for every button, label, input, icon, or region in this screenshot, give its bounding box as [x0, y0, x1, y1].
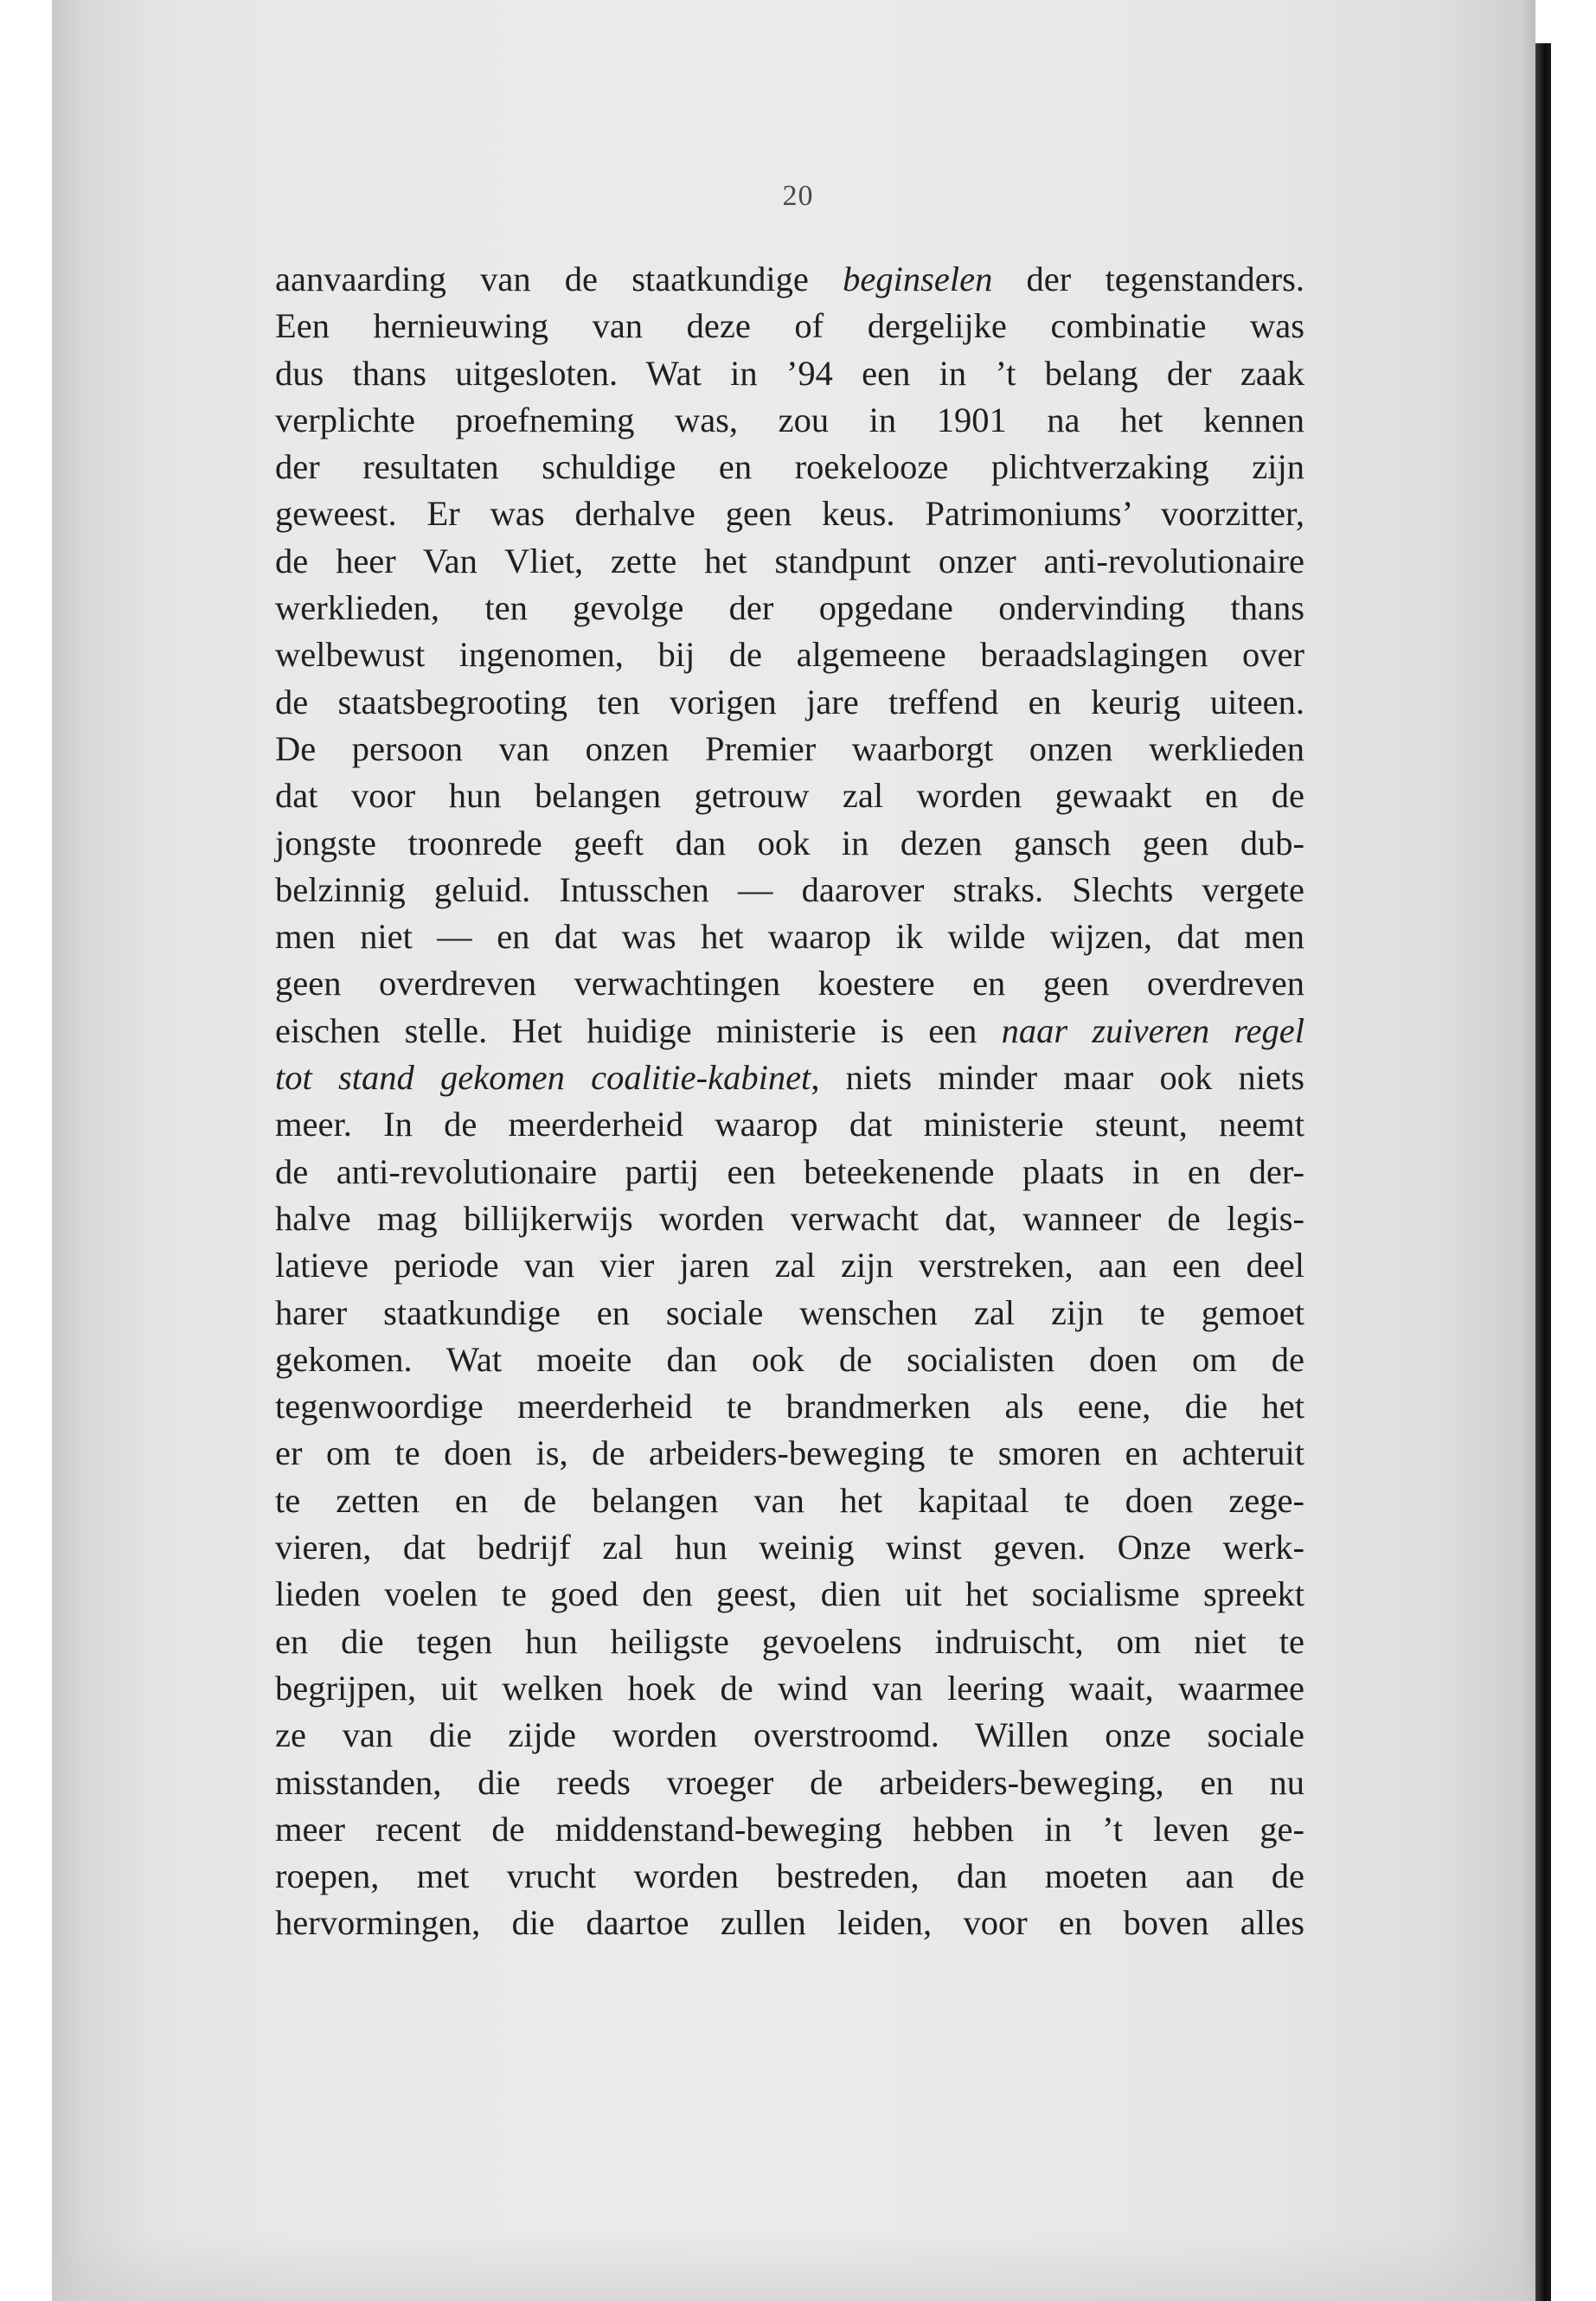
text-run: geen overdreven verwachtingen koestere en geen overdreven [275, 964, 1304, 1003]
text-line [275, 1477, 1304, 1524]
text-run: begrijpen, uit welken hoek de wind van leering waait, waarmee [275, 1668, 1304, 1708]
text-line [275, 350, 1304, 397]
text-line [275, 1430, 1304, 1477]
text-line [275, 1054, 1304, 1101]
text-line [275, 1195, 1304, 1242]
text-run: en die tegen hun heiligste gevoelens indruischt, om niet te [275, 1621, 1304, 1661]
text-line [275, 444, 1304, 490]
text-line [275, 1665, 1304, 1712]
text-run: der resultaten schuldige en roekelooze plichtverzaking zijn [275, 447, 1304, 487]
text-run: De persoon van onzen Premier waarborgt onzen werklieden [275, 728, 1304, 768]
italic-text: naar zuiveren regel [1001, 1010, 1305, 1050]
text-line [275, 303, 1304, 349]
text-run: lieden voelen te goed den geest, dien uit het socialisme spreekt [275, 1574, 1304, 1614]
text-line [275, 1618, 1304, 1665]
text-run: gekomen. Wat moeite dan ook de socialisten doen om de [275, 1339, 1304, 1379]
text-run: welbewust ingenomen, bij de algemeene beraadslagingen over [275, 635, 1304, 675]
text-line [275, 726, 1304, 772]
text-line [275, 631, 1304, 678]
italic-text: beginselen [843, 260, 993, 298]
text-line [275, 1290, 1304, 1336]
text-run: aanvaarding van de staatkundige [275, 260, 843, 298]
text-run: meer recent de middenstand-beweging hebben in ’t leven ge- [275, 1809, 1304, 1849]
text-line [275, 1383, 1304, 1430]
text-run: der tegenstanders. [992, 260, 1304, 298]
text-line [275, 538, 1304, 585]
text-line [275, 1900, 1304, 1946]
text-run: halve mag billijkerwijs worden verwacht dat, wanneer de legis- [275, 1198, 1304, 1238]
text-run: meer. In de meerderheid waarop dat ministerie steunt, neemt [275, 1105, 1304, 1144]
text-line [275, 679, 1304, 726]
text-run: werklieden, ten gevolge der opgedane ondervinding thans [275, 588, 1304, 628]
text-line [275, 1712, 1304, 1759]
text-run: Een hernieuwing van deze of dergelijke combinatie was [275, 306, 1304, 346]
text-run: men niet — en dat was het waarop ik wilde wijzen, dat men [275, 917, 1304, 957]
right-margin-strip [1551, 0, 1596, 2301]
text-run: hervormingen, die daartoe zullen leiden, voor en boven alles [275, 1903, 1304, 1943]
text-line [275, 1524, 1304, 1571]
text-run: ze van die zijde worden overstroomd. Willen onze sociale [275, 1715, 1304, 1755]
text-line [275, 772, 1304, 819]
text-run: de staatsbegrooting ten vorigen jare treffend en keurig uiteen. [275, 682, 1304, 721]
text-line [275, 913, 1304, 960]
text-run: verplichte proefneming was, zou in 1901 na het kennen [275, 400, 1304, 439]
page-number: 20 [782, 180, 814, 212]
text-line [275, 867, 1304, 913]
text-line [275, 256, 1304, 303]
text-run: de heer Van Vliet, zette het standpunt onzer anti-revolutionaire [275, 541, 1304, 580]
text-line [275, 1242, 1304, 1289]
body-text [275, 256, 1304, 1947]
text-line [275, 1806, 1304, 1853]
text-run: harer staatkundige en sociale wenschen zal zijn te gemoet [275, 1292, 1304, 1332]
text-run: de anti-revolutionaire partij een beteekenende plaats in en der- [275, 1151, 1304, 1191]
text-run: dat voor hun belangen getrouw zal worden gewaakt en de [275, 776, 1304, 816]
text-line [275, 1008, 1304, 1054]
text-line [275, 585, 1304, 631]
text-run: dus thans uitgesloten. Wat in ’94 een in ’t belang der zaak [275, 353, 1304, 393]
text-run: vieren, dat bedrijf zal hun weinig winst geven. Onze werk- [275, 1528, 1304, 1567]
text-run: misstanden, die reeds vroeger de arbeiders-beweging, en nu [275, 1762, 1304, 1802]
text-run: jongste troonrede geeft dan ook in dezen gansch geen dub- [275, 823, 1304, 862]
text-line [275, 1336, 1304, 1383]
text-run: tegenwoordige meerderheid te brandmerken als eene, die het [275, 1387, 1304, 1426]
text-run: belzinnig geluid. Intusschen — daarover straks. Slechts vergete [275, 869, 1304, 909]
text-line [275, 1759, 1304, 1806]
page-binding-edge [1535, 43, 1551, 2301]
text-run: latieve periode van vier jaren zal zijn verstreken, aan een deel [275, 1246, 1304, 1285]
text-line [275, 1853, 1304, 1900]
text-line [275, 490, 1304, 537]
text-run: er om te doen is, de arbeiders-beweging te smoren en achteruit [275, 1433, 1304, 1473]
text-line [275, 960, 1304, 1007]
text-run: eischen stelle. Het huidige ministerie is een [275, 1010, 1002, 1050]
text-run: roepen, met vrucht worden bestreden, dan moeten aan de [275, 1856, 1304, 1896]
text-run: , niets minder maar ook niets [811, 1058, 1304, 1098]
text-run: geweest. Er was derhalve geen keus. Patrimoniums’ voorzitter, [275, 494, 1304, 534]
page-bottom-shadow [52, 2232, 1535, 2301]
text-line [275, 1149, 1304, 1195]
text-run: te zetten en de belangen van het kapitaal te doen zege- [275, 1480, 1304, 1520]
text-line [275, 397, 1304, 444]
text-line [275, 1101, 1304, 1148]
text-line [275, 820, 1304, 867]
italic-text: tot stand gekomen coalitie-kabinet [275, 1058, 811, 1098]
text-line [275, 1571, 1304, 1618]
